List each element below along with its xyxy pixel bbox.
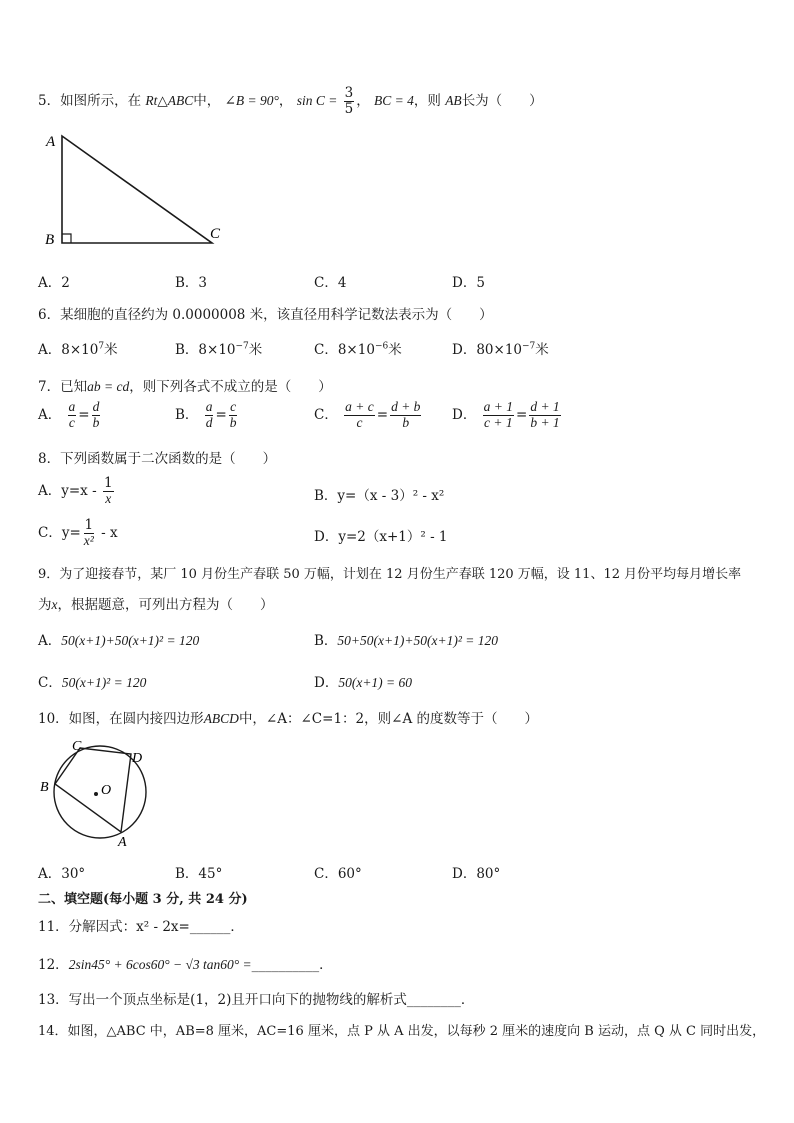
q9-option-d[interactable]: D．50(x+1) = 60 <box>314 675 413 691</box>
vertex-label-b: B <box>45 232 55 248</box>
q5-option-b[interactable]: B．3 <box>175 275 208 291</box>
q8-option-c[interactable]: C．y= $\frac{1}{\text{x²}}$ - x <box>38 517 118 548</box>
q13-blank[interactable]: ________ <box>406 992 461 1008</box>
q5-triangle-figure <box>40 128 230 253</box>
q11-blank[interactable]: ______ <box>189 919 231 935</box>
vertex-label-c: C <box>210 226 221 242</box>
q6-option-a[interactable]: A．$8\times 10^7$米 <box>38 341 118 358</box>
circle-label-b: B <box>40 780 49 795</box>
q7-option-a[interactable]: A． $\frac{a}{c}$ = $\frac{d}{b}$ <box>38 399 100 430</box>
q14: 14．如图，△ABC 中，AB=8 厘米，AC=16 厘米，点 P 从 A 出发，以每秒 2 厘米的速度向 B 运动，点 Q 从 C 同时出发， <box>38 1024 766 1039</box>
q6-option-d[interactable]: D．$80\times 10^{-7}$米 <box>452 341 549 358</box>
center-point-o <box>94 792 98 796</box>
circle-label-a: A <box>118 835 127 850</box>
q8-option-b[interactable]: B．y=（x - 3）² - x² <box>314 488 445 504</box>
circle-label-d: D <box>132 751 143 766</box>
q7-option-d[interactable]: D． $\frac{a + 1}{c + 1}$ = $\frac{d + 1}{b + 1}$ <box>452 399 560 430</box>
q9-option-b[interactable]: B．50+50(x+1)+50(x+1)² = 120 <box>314 633 498 649</box>
sin-fraction: $\frac{3}{5}$ <box>344 85 354 117</box>
q6-option-b[interactable]: B．$8\times 10^{-7}$米 <box>175 341 263 358</box>
q10-stem: 10．如图，在圆内接四边形ABCD中，∠A：∠C=1：2，则∠A 的度数等于（ ） <box>38 711 538 727</box>
q12-blank[interactable]: __________ <box>251 957 320 973</box>
q10-option-b[interactable]: B．45° <box>175 866 223 882</box>
q8-option-a[interactable]: A．y=x - $\frac{1}{x}$ <box>38 475 113 506</box>
q7-option-b[interactable]: B． $\frac{a}{d}$ = $\frac{c}{b}$ <box>175 399 237 430</box>
q8-stem: 8．下列函数属于二次函数的是（ ） <box>38 451 277 467</box>
q7-option-c[interactable]: C． $\frac{a + c}{c}$ = $\frac{d + b}{b}$ <box>314 399 421 430</box>
q10-option-a[interactable]: A．30° <box>38 866 86 882</box>
q13: 13．写出一个顶点坐标是(1，2)且开口向下的抛物线的解析式________． <box>38 992 475 1008</box>
q11: 11．分解因式：x² - 2x=______． <box>38 919 244 935</box>
q9-stem-line1: 9．为了迎接春节，某厂 10 月份生产春联 50 万幅，计划在 12 月份生产春联 120 万幅，设 11、12 月份平均每月增长率 <box>38 567 742 582</box>
q10-circle-figure <box>36 738 156 850</box>
q7-stem: 7．已知ab = cd，则下列各式不成立的是（ ） <box>38 379 332 395</box>
q8-option-d[interactable]: D．y=2（x+1）² - 1 <box>314 529 448 545</box>
q5-option-a[interactable]: A．2 <box>38 275 70 291</box>
q5-option-d[interactable]: D．5 <box>452 275 485 291</box>
vertex-label-a: A <box>46 134 56 150</box>
q10-option-d[interactable]: D．80° <box>452 866 501 882</box>
q6-option-c[interactable]: C．$8\times 10^{-6}$米 <box>314 341 402 358</box>
q6-stem: 6．某细胞的直径约为 0.0000008 米，该直径用科学记数法表示为（ ） <box>38 307 493 323</box>
circle-label-c: C <box>72 739 82 754</box>
q5-stem: 5．如图所示，在 Rt△ABC中， ∠B = 90°， sin C = $\frac{3}{5}$ ， BC = 4，则 AB长为（ ） <box>38 85 543 117</box>
q5-option-c[interactable]: C．4 <box>314 275 347 291</box>
q9-option-a[interactable]: A．50(x+1)+50(x+1)² = 120 <box>38 633 200 649</box>
q12: 12．2sin45° + 6cos60° − √3 tan60° =__________． <box>38 957 333 973</box>
section-heading: 二、填空题(每小题 3 分, 共 24 分) <box>38 892 248 907</box>
circle-label-o: O <box>101 783 112 798</box>
q9-option-c[interactable]: C．50(x+1)² = 120 <box>38 675 147 691</box>
q9-stem-line2: 为x，根据题意，可列出方程为（ ） <box>38 597 274 613</box>
q10-option-c[interactable]: C．60° <box>314 866 362 882</box>
